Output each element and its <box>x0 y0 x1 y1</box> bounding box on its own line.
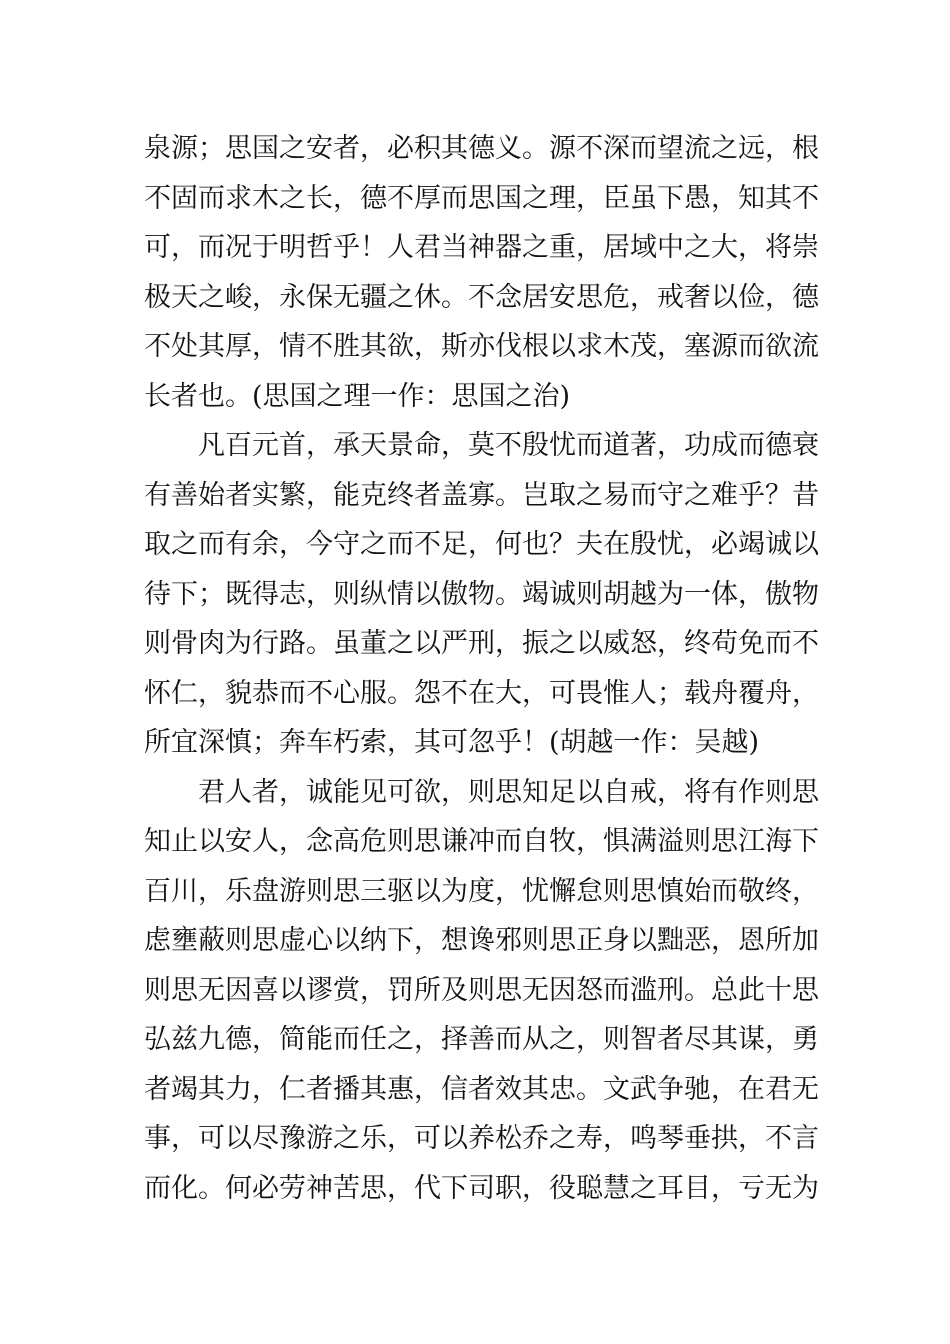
text-line: 弘兹九德，简能而任之，择善而从之，则智者尽其谋，勇 <box>144 1024 819 1055</box>
text-line: 所宜深慎；奔车朽索，其可忽乎！(胡越一作：吴越) <box>144 727 760 758</box>
text-line: 则思无因喜以谬赏，罚所及则思无因怒而滥刑。总此十思 <box>144 974 819 1006</box>
text-line: 凡百元首，承天景命，莫不殷忧而道著，功成而德衰 <box>198 430 819 461</box>
text-line: 可，而况于明哲乎！人君当神器之重，居域中之大，将崇 <box>144 232 819 263</box>
text-line: 极天之峻，永保无疆之休。不念居安思危，戒奢以俭，德 <box>144 281 819 313</box>
text-line: 则骨肉为行路。虽董之以严刑，振之以威怒，终苟免而不 <box>144 628 819 659</box>
text-line: 取之而有余，今守之而不足，何也？夫在殷忧，必竭诚以 <box>144 529 819 560</box>
text-line: 者竭其力，仁者播其惠，信者效其忠。文武争驰，在君无 <box>144 1073 819 1105</box>
text-line: 事，可以尽豫游之乐，可以养松乔之寿，鸣琴垂拱，不言 <box>144 1123 819 1154</box>
text-line: 泉源；思国之安者，必积其德义。源不深而望流之远，根 <box>144 133 819 164</box>
text-line: 怀仁，貌恭而不心服。怨不在大，可畏惟人；载舟覆舟， <box>144 677 819 709</box>
text-line: 虑壅蔽则思虚心以纳下，想谗邪则思正身以黜恶，恩所加 <box>144 925 819 956</box>
text-line: 知止以安人，念高危则思谦冲而自牧，惧满溢则思江海下 <box>144 826 819 857</box>
document-body <box>144 124 819 1213</box>
text-line: 君人者，诚能见可欲，则思知足以自戒，将有作则思 <box>198 776 819 808</box>
text-line: 有善始者实繁，能克终者盖寡。岂取之易而守之难乎？昔 <box>144 479 819 511</box>
text-line: 不处其厚，情不胜其欲，斯亦伐根以求木茂，塞源而欲流 <box>144 331 819 362</box>
text-line: 百川，乐盘游则思三驱以为度，忧懈怠则思慎始而敬终， <box>144 875 819 907</box>
text-line: 长者也。(思国之理一作：思国之治) <box>144 380 571 412</box>
text-line: 不固而求木之长，德不厚而思国之理，臣虽下愚，知其不 <box>144 182 819 214</box>
text-line: 而化。何必劳神苦思，代下司职，役聪慧之耳目，亏无为 <box>144 1172 819 1204</box>
text-line: 待下；既得志，则纵情以傲物。竭诚则胡越为一体，傲物 <box>144 578 819 610</box>
